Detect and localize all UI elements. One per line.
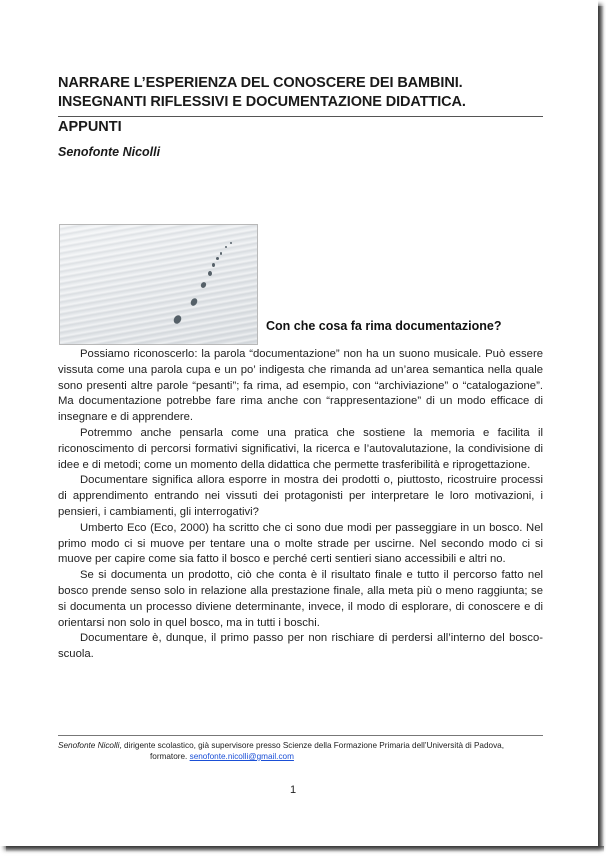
snow-texture [60, 225, 257, 344]
document-title: NARRARE L’ESPERIENZA DEL CONOSCERE DEI BAMBINI. INSEGNANTI RIFLESSIVI E DOCUMENTAZIONE DIDATTICA. [58, 75, 466, 110]
footnote-text-line1: , dirigente scolastico, già supervisore presso Scienze della Formazione Primaria dell’Università di Padova, [119, 741, 504, 750]
paragraph: Se si documenta un prodotto, ciò che conta è il risultato finale e tutto il percorso fatto nel bosco prende senso solo in relazione alla prestazione finale, alla meta più o meno raggiunta; se si documenta un processo diviene determinante, invece, il modo di esplorare, di conoscere e di orientarsi non solo in quel bosco, ma in tutti i boschi. [58, 569, 543, 629]
footprint [220, 252, 222, 255]
footprint [212, 263, 215, 267]
page-shadow-right [598, 6, 604, 852]
document-author: Senofonte Nicolli [58, 145, 161, 159]
footnote [58, 740, 543, 762]
footnote-line2 [58, 751, 543, 762]
paragraph: Umberto Eco (Eco, 2000) ha scritto che ci sono due modi per passeggiare in un bosco. Nel primo modo ci si muove per tentare una o molte strade per uscirne. Nel secondo modo ci si muove per capire come sia fatto il bosco e perché certi sentieri siano accessibili e altri no. [58, 521, 543, 566]
body-text [58, 347, 543, 663]
footnote-text-line2: formatore. [150, 752, 190, 761]
footprint [230, 242, 232, 244]
footnote-author: Senofonte Nicolli [58, 741, 120, 750]
section-heading: Con che cosa fa rima documentazione? [266, 319, 502, 333]
email-link[interactable]: senofonte.nicolli@gmail.com [189, 752, 294, 761]
paragraph: Possiamo riconoscerlo: la parola “documentazione” non ha un suono musicale. Può essere vissuta come una parola cupa e un po’ indigesta che rimanda ad un’area semantica nella quale sono presenti altre parole “pesanti”; fa rima, ad esempio, con “archiviazione” o “catalogazione”. Ma documentazione potrebbe fare rima anche con “rappresentazione” di un modo efficace di insegnare e di apprendere. [58, 348, 543, 424]
footnote-divider [58, 735, 543, 736]
footprint [208, 271, 212, 276]
paragraph: Potremmo anche pensarla come una pratica che sostiene la memoria e facilita il riconoscimento di percorsi formativi significativi, la ricerca e l’autovalutazione, la condivisione di idee e di metodi; come un momento della didattica che permette trasferibilità e riprogettazione. [58, 426, 543, 471]
page-number: 1 [290, 784, 297, 796]
document-subtitle: APPUNTI [58, 119, 122, 135]
page-shadow-bottom [6, 846, 604, 852]
title-divider [58, 116, 543, 117]
paragraph: Documentare è, dunque, il primo passo per non rischiare di perdersi all’interno del bosco-scuola. [58, 632, 543, 661]
paragraph: Documentare significa allora esporre in mostra dei prodotti o, piuttosto, ricostruire processi di apprendimento entrando nei vissuti dei protagonisti per interpretare le loro motivazioni, i pensieri, i cambiamenti, gli interrogativi? [58, 474, 543, 518]
footprint [225, 246, 227, 248]
footprint [216, 257, 219, 260]
snow-footprints-image [59, 224, 258, 345]
